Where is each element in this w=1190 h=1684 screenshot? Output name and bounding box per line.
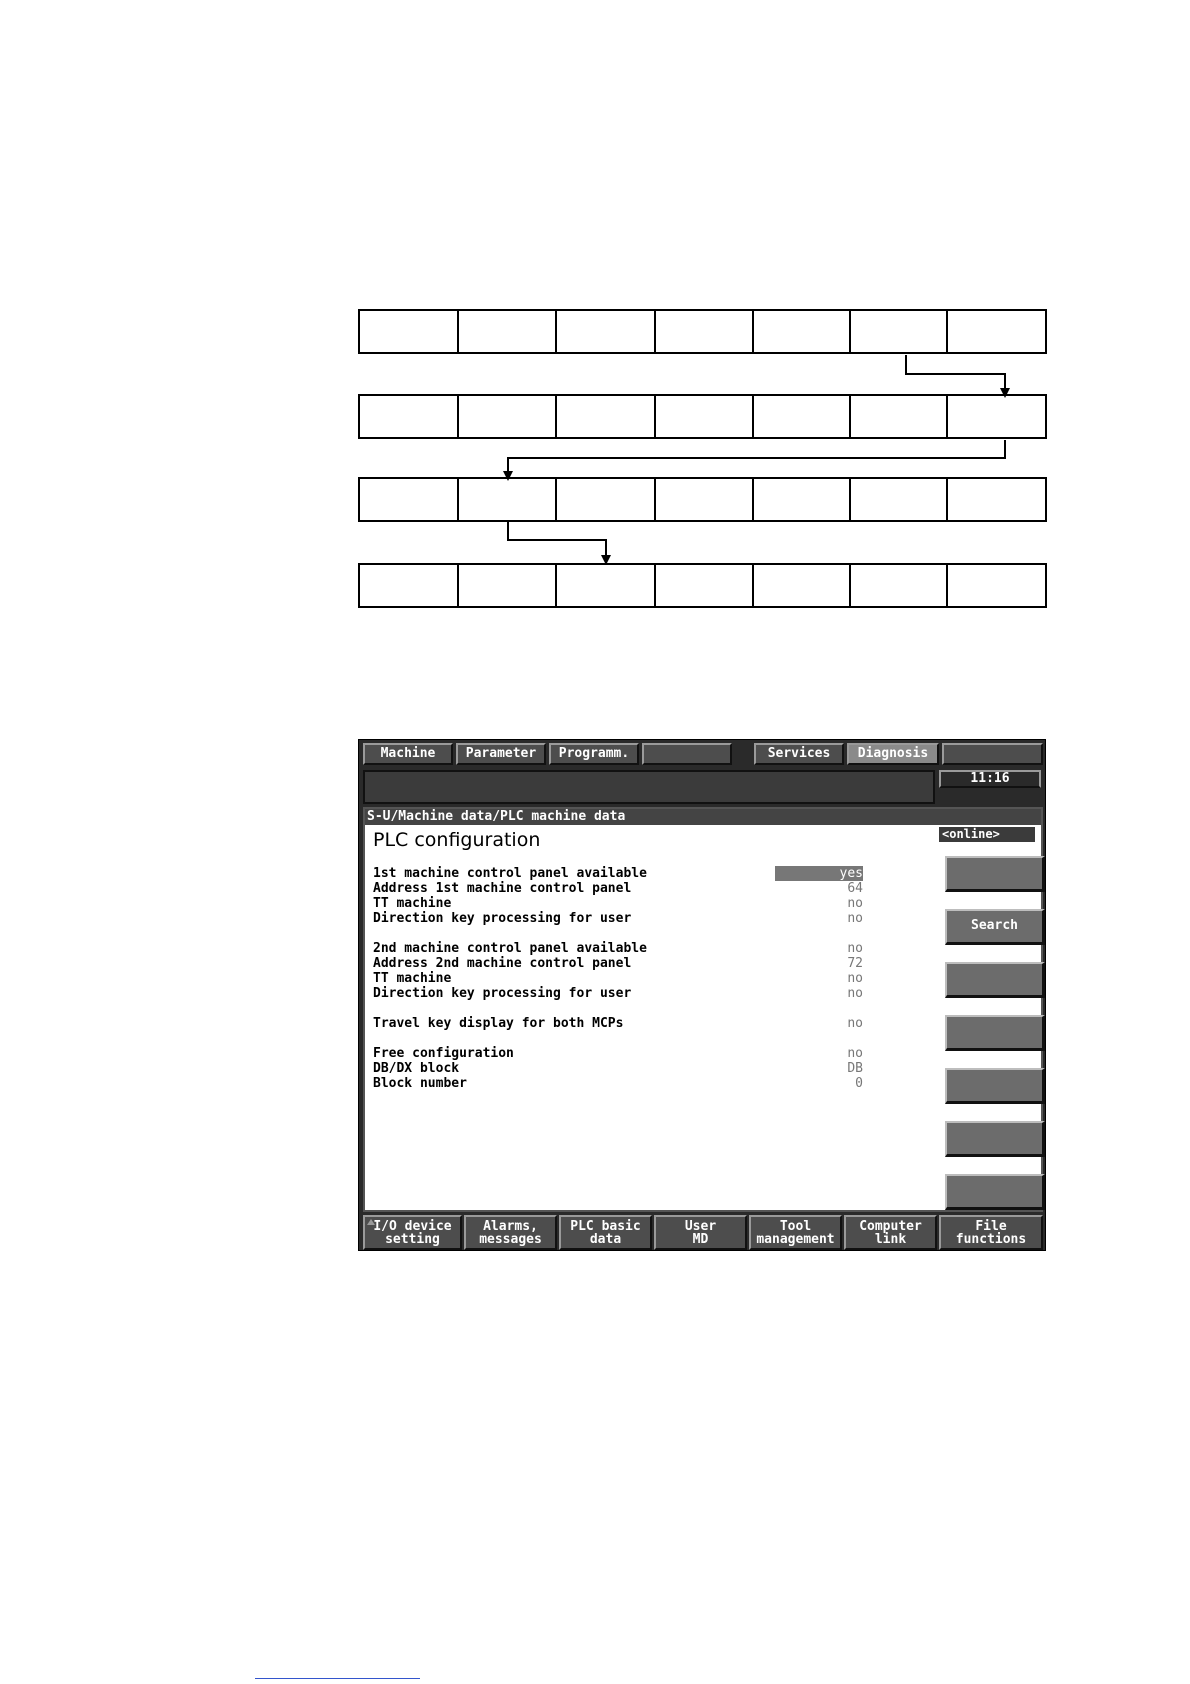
tab-empty-1[interactable]: [642, 743, 732, 765]
parameter-value[interactable]: no: [847, 941, 863, 956]
button-label: Alarms,: [483, 1219, 538, 1234]
cell-r3-c1: [359, 478, 458, 521]
page-title: PLC configuration: [373, 829, 541, 851]
softkey-7[interactable]: [945, 1174, 1045, 1210]
cell-r2-c2: [458, 395, 556, 438]
cell-r3-c4: [655, 478, 753, 521]
cell-r3-c2: [458, 478, 556, 521]
cell-r1-c1: [359, 310, 458, 353]
up-arrow-icon: [367, 1219, 375, 1225]
button-label: functions: [955, 1232, 1027, 1247]
tab-diagnosis[interactable]: Diagnosis: [847, 743, 939, 765]
parameter-row[interactable]: [373, 1061, 863, 1076]
footer-link-line: [255, 1678, 420, 1679]
parameter-row[interactable]: [373, 986, 863, 1001]
tab-machine[interactable]: Machine: [363, 743, 453, 765]
parameter-row[interactable]: [373, 1016, 863, 1031]
softkey-3[interactable]: [945, 962, 1045, 998]
breadcrumb: S-U/Machine data/PLC machine data: [365, 809, 1041, 825]
connector-3: [508, 522, 606, 557]
parameter-value[interactable]: no: [847, 1046, 863, 1061]
button-label: setting: [385, 1232, 440, 1247]
parameter-row[interactable]: [373, 911, 863, 926]
cell-r1-c4: [655, 310, 753, 353]
button-label: management: [756, 1232, 835, 1247]
plc-basic-data-button[interactable]: [559, 1215, 652, 1250]
tool-management-button[interactable]: [749, 1215, 842, 1250]
cell-r2-c1: [359, 395, 458, 438]
parameter-value[interactable]: 72: [847, 956, 863, 971]
cell-r2-c3: [556, 395, 655, 438]
parameter-row[interactable]: [373, 941, 863, 956]
parameter-row[interactable]: [373, 866, 863, 881]
clock: 11:16: [939, 770, 1041, 788]
parameter-row[interactable]: [373, 956, 863, 971]
alarms-messages-button[interactable]: [464, 1215, 557, 1250]
parameter-label: TT machine: [373, 971, 452, 986]
parameter-row[interactable]: [373, 1046, 863, 1061]
cell-r4-c7: [947, 564, 1046, 607]
cell-r2-c6: [850, 395, 947, 438]
cell-r4-c2: [458, 564, 556, 607]
parameter-value[interactable]: yes: [775, 866, 863, 881]
cell-r4-c4: [655, 564, 753, 607]
tab-programm[interactable]: Programm.: [549, 743, 639, 765]
parameter-label: DB/DX block: [373, 1061, 460, 1076]
arrowhead-2: [503, 471, 513, 481]
user-md-button[interactable]: [654, 1215, 747, 1250]
cell-r3-c3: [556, 478, 655, 521]
parameter-value[interactable]: no: [847, 1016, 863, 1031]
softkey-5[interactable]: [945, 1068, 1045, 1104]
connectors: [508, 355, 1005, 557]
connector-2: [508, 440, 1005, 473]
cell-r1-c2: [458, 310, 556, 353]
button-label: messages: [479, 1232, 542, 1247]
parameter-row[interactable]: [373, 896, 863, 911]
io-device-setting-button[interactable]: [363, 1215, 462, 1250]
message-bar: [363, 770, 935, 804]
parameter-row[interactable]: [373, 971, 863, 986]
button-label: User: [684, 1219, 717, 1234]
parameter-label: Block number: [373, 1076, 467, 1091]
parameter-label: 1st machine control panel available: [373, 866, 647, 881]
cell-r4-c3: [556, 564, 655, 607]
arrowheads: [503, 388, 1010, 565]
parameter-label: Direction key processing for user: [373, 911, 632, 926]
parameter-value[interactable]: no: [847, 971, 863, 986]
content-area: [363, 807, 1043, 1212]
button-label: Computer: [859, 1219, 922, 1234]
button-label: link: [874, 1232, 907, 1247]
cell-r1-c7: [947, 310, 1046, 353]
cell-r1-c6: [850, 310, 947, 353]
cell-chain-diagram: [0, 0, 1190, 700]
connector-1: [906, 355, 1005, 390]
parameter-label: Direction key processing for user: [373, 986, 632, 1001]
online-status-badge: <online>: [939, 827, 1035, 842]
cell-r3-c5: [753, 478, 850, 521]
parameter-value[interactable]: no: [847, 896, 863, 911]
softkey-1[interactable]: [945, 856, 1045, 892]
parameter-label: 2nd machine control panel available: [373, 941, 647, 956]
cell-r3-c6: [850, 478, 947, 521]
cell-r1-c5: [753, 310, 850, 353]
softkey-6[interactable]: [945, 1121, 1045, 1157]
file-functions-button[interactable]: [939, 1215, 1043, 1250]
button-label: I/O device: [373, 1219, 452, 1234]
parameter-label: Travel key display for both MCPs: [373, 1016, 624, 1031]
parameter-value[interactable]: 0: [855, 1076, 863, 1091]
button-label: Tool: [779, 1219, 812, 1234]
parameter-value[interactable]: DB: [847, 1061, 863, 1076]
arrowhead-1: [1000, 388, 1010, 398]
parameter-label: Address 1st machine control panel: [373, 881, 632, 896]
tab-empty-2[interactable]: [942, 743, 1043, 765]
button-label: data: [589, 1232, 622, 1247]
tab-services[interactable]: Services: [754, 743, 844, 765]
cnc-screen: [358, 739, 1046, 1251]
cell-r2-c7: [947, 395, 1046, 438]
parameter-label: Address 2nd machine control panel: [373, 956, 632, 971]
cell-r4-c6: [850, 564, 947, 607]
cell-r3-c7: [947, 478, 1046, 521]
parameter-value[interactable]: 64: [847, 881, 863, 896]
button-label: File: [975, 1219, 1007, 1234]
softkey-4[interactable]: [945, 1015, 1045, 1051]
button-label: MD: [692, 1232, 709, 1247]
parameter-label: Free configuration: [373, 1046, 514, 1061]
cell-r1-c3: [556, 310, 655, 353]
parameter-label: TT machine: [373, 896, 452, 911]
computer-link-button[interactable]: [844, 1215, 937, 1250]
button-label: PLC basic: [570, 1219, 641, 1234]
tab-parameter[interactable]: Parameter: [456, 743, 546, 765]
cell-r2-c5: [753, 395, 850, 438]
cell-r2-c4: [655, 395, 753, 438]
cell-r4-c5: [753, 564, 850, 607]
parameter-value[interactable]: no: [847, 986, 863, 1001]
cell-r4-c1: [359, 564, 458, 607]
parameter-value[interactable]: no: [847, 911, 863, 926]
search-button[interactable]: Search: [945, 909, 1045, 945]
parameter-row[interactable]: [373, 1076, 863, 1091]
parameter-row[interactable]: [373, 881, 863, 896]
